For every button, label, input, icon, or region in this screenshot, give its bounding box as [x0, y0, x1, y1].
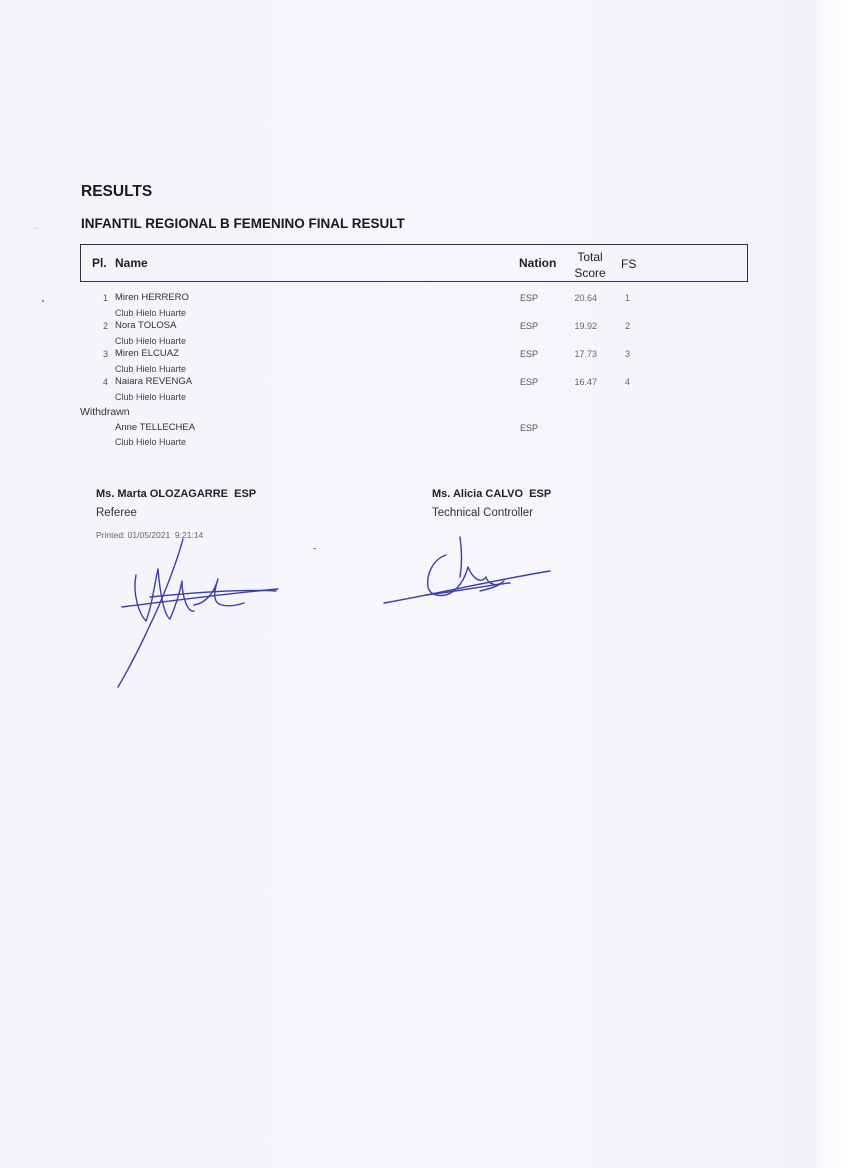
row-skater-name: Miren ELCUAZ	[115, 348, 179, 359]
col-nation: Nation	[519, 256, 557, 270]
row-skater-name: Nora TOLOSA	[115, 320, 177, 331]
row-place: 2	[102, 321, 108, 331]
col-total-line2: Score	[574, 266, 606, 280]
referee-role: Referee	[96, 507, 137, 519]
row-fs: 4	[625, 377, 631, 387]
page-title: RESULTS	[81, 183, 153, 200]
row-skater-name: Naiara REVENGA	[115, 376, 193, 387]
col-total	[569, 249, 611, 281]
col-total-line1: Total	[577, 250, 603, 264]
row-club: Club Hielo Huarte	[115, 392, 187, 402]
row-club: Club Hielo Huarte	[115, 364, 187, 374]
row-nation: ESP	[520, 423, 539, 433]
withdrawn-heading: Withdrawn	[80, 406, 130, 418]
row-fs: 3	[625, 349, 631, 359]
row-fs: 1	[625, 293, 631, 303]
row-place: 3	[102, 349, 108, 359]
col-fs: FS	[621, 257, 637, 271]
technical-controller-role: Technical Controller	[432, 507, 533, 519]
row-nation: ESP	[520, 349, 539, 359]
row-place: 1	[102, 293, 108, 303]
technical-controller-name: Ms. Alicia CALVO ESP	[432, 488, 552, 500]
row-fs: 2	[625, 321, 631, 331]
row-skater-name: Miren HERRERO	[115, 292, 189, 303]
row-total: 19.92	[574, 321, 597, 331]
row-nation: ESP	[520, 293, 539, 303]
referee-name: Ms. Marta OLOZAGARRE ESP	[96, 488, 257, 500]
technical-controller-signature	[380, 533, 560, 613]
row-total: 17.73	[574, 349, 597, 359]
row-nation: ESP	[520, 377, 539, 387]
row-total: 20.64	[574, 293, 597, 303]
row-total: 16.47	[574, 377, 597, 387]
table-header	[80, 244, 748, 282]
col-name: Name	[115, 256, 148, 270]
row-club: Club Hielo Huarte	[115, 336, 187, 346]
speck	[36, 228, 37, 229]
referee-signature	[110, 535, 290, 695]
speck	[313, 548, 316, 549]
event-title: INFANTIL REGIONAL B FEMENINO FINAL RESULT	[81, 216, 405, 231]
speck	[42, 300, 44, 302]
row-nation: ESP	[520, 321, 539, 331]
row-club: Club Hielo Huarte	[115, 308, 187, 318]
row-place: 4	[102, 377, 108, 387]
row-skater-name: Anne TELLECHEA	[115, 422, 196, 433]
printed-timestamp: Printed: 01/05/2021 9:21:14	[96, 530, 204, 540]
col-place: Pl.	[92, 256, 107, 270]
row-club: Club Hielo Huarte	[115, 437, 187, 447]
